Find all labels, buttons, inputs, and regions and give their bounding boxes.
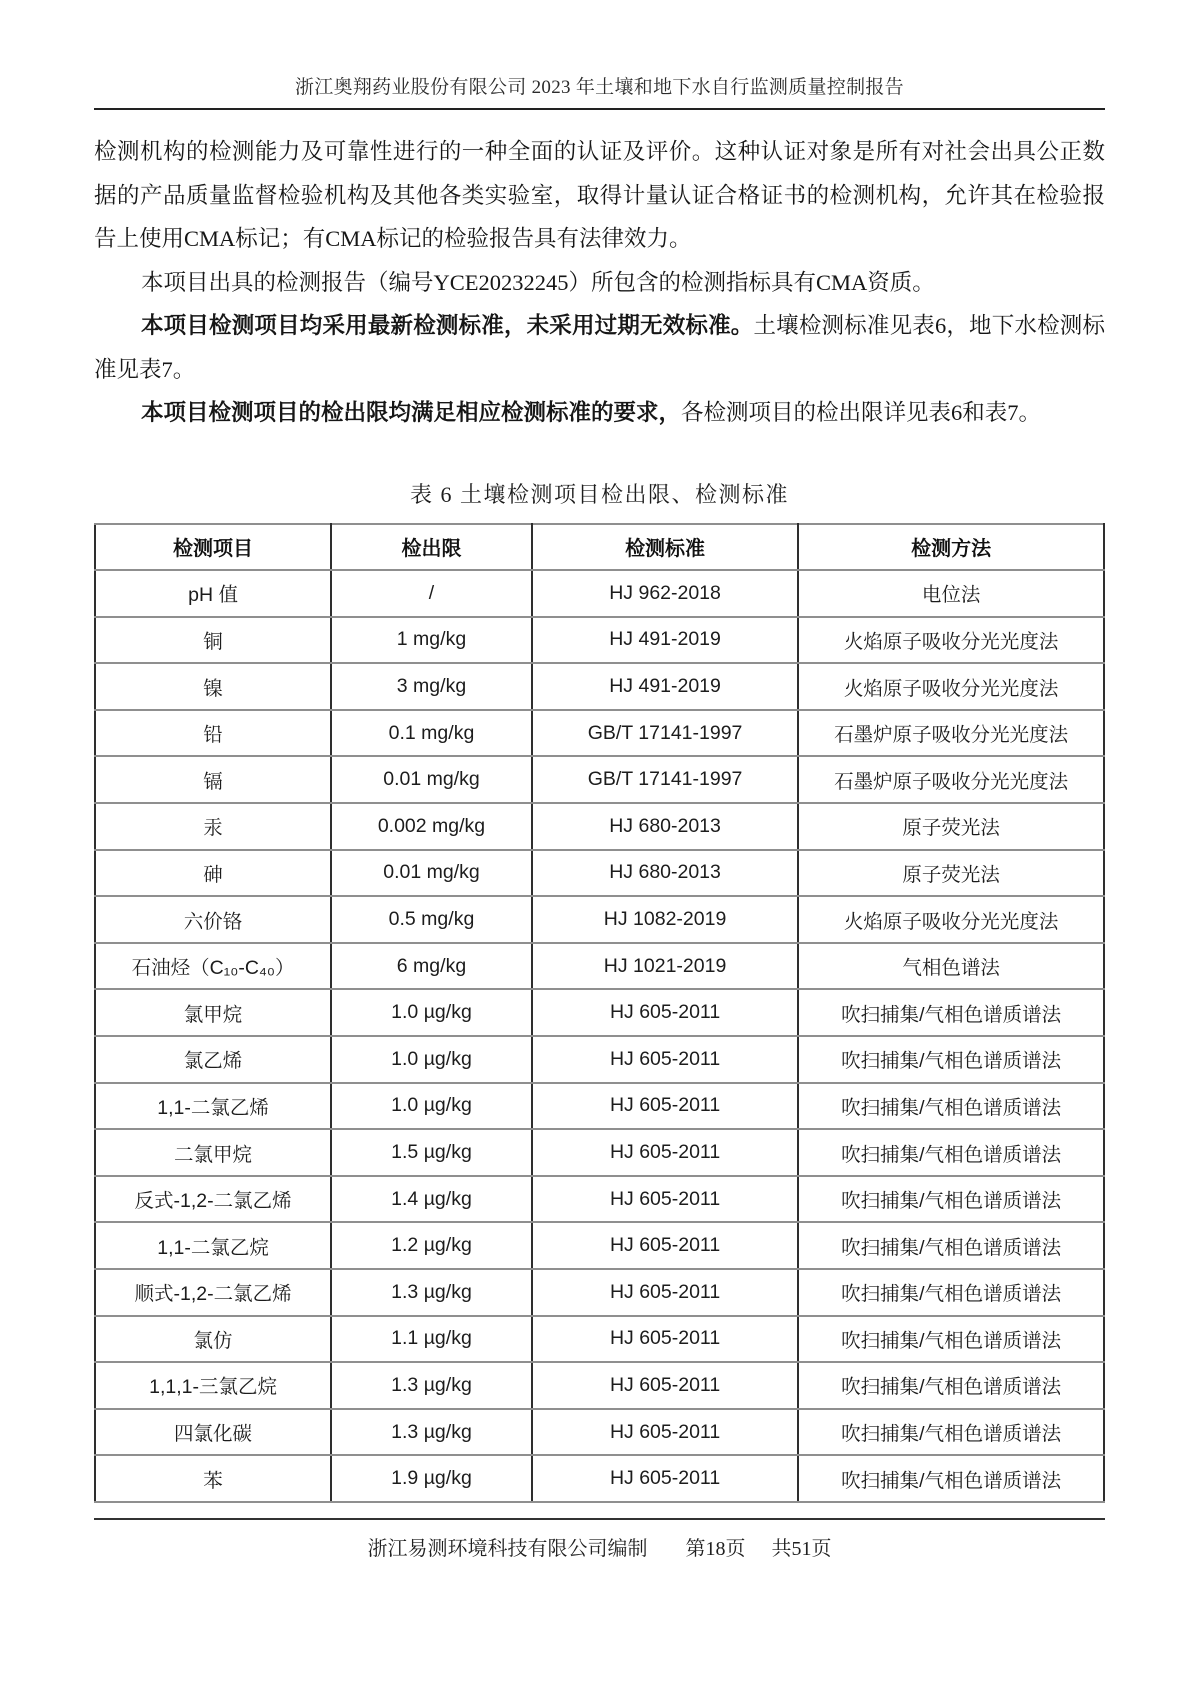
table-row [95,1222,1104,1269]
cell-item: pH 值 [95,570,331,617]
cell-detection-limit: 6 mg/kg [331,943,532,990]
footer-total-pages: 共51页 [771,1537,832,1560]
cell-method: 吹扫捕集/气相色谱质谱法 [798,1316,1104,1363]
table-row [95,570,1104,617]
cell-detection-limit: 1.1 µg/kg [331,1316,532,1363]
paragraph [94,304,1105,391]
cell-detection-limit: 1.0 µg/kg [331,1036,532,1083]
cell-item: 反式-1,2-二氯乙烯 [95,1176,331,1223]
table-row [95,989,1104,1036]
cell-detection-limit: 0.01 mg/kg [331,850,532,897]
page-header [94,0,1105,110]
cell-item: 氯仿 [95,1316,331,1363]
cell-method: 吹扫捕集/气相色谱质谱法 [798,1409,1104,1456]
cell-item: 石油烃（C₁₀-C₄₀） [95,943,331,990]
table-row [95,1316,1104,1363]
cell-method: 吹扫捕集/气相色谱质谱法 [798,1222,1104,1269]
cell-item: 氯乙烯 [95,1036,331,1083]
cell-method: 电位法 [798,570,1104,617]
cell-detection-limit: 1.3 µg/kg [331,1362,532,1409]
cell-standard: HJ 491-2019 [532,617,798,664]
cell-item: 四氯化碳 [95,1409,331,1456]
cell-method: 吹扫捕集/气相色谱质谱法 [798,1036,1104,1083]
paragraph [94,130,1105,261]
cell-standard: HJ 1021-2019 [532,943,798,990]
table-caption: 表 6 土壤检测项目检出限、检测标准 [409,481,789,507]
table-row [95,850,1104,897]
cell-item: 氯甲烷 [95,989,331,1036]
cell-method: 火焰原子吸收分光光度法 [798,617,1104,664]
paragraph [94,261,1105,305]
cell-item: 铜 [95,617,331,664]
cell-detection-limit: 1.5 µg/kg [331,1129,532,1176]
cell-method: 吹扫捕集/气相色谱质谱法 [798,1083,1104,1130]
cell-standard: HJ 680-2013 [532,850,798,897]
table-row [95,1176,1104,1223]
table-row [95,1129,1104,1176]
table-row [95,1455,1104,1502]
cell-item: 砷 [95,850,331,897]
cell-detection-limit: 1.2 µg/kg [331,1222,532,1269]
cell-standard: HJ 605-2011 [532,1455,798,1502]
cell-method: 火焰原子吸收分光光度法 [798,896,1104,943]
detection-table [94,523,1105,1503]
cell-detection-limit: 1.4 µg/kg [331,1176,532,1223]
cell-standard: HJ 605-2011 [532,1409,798,1456]
cell-detection-limit: 0.002 mg/kg [331,803,532,850]
paragraph-run: 本项目出具的检测报告（编号YCE20232245）所包含的检测指标具有CMA资质。 [141,269,935,295]
cell-detection-limit: 1 mg/kg [331,617,532,664]
cell-standard: HJ 962-2018 [532,570,798,617]
cell-standard: GB/T 17141-1997 [532,756,798,803]
cell-detection-limit: 1.0 µg/kg [331,989,532,1036]
paragraph [94,391,1105,435]
table-row [95,617,1104,664]
cell-item: 汞 [95,803,331,850]
footer-page-number: 第18页 [685,1537,746,1560]
cell-method: 吹扫捕集/气相色谱质谱法 [798,1269,1104,1316]
table-row [95,663,1104,710]
cell-standard: HJ 605-2011 [532,1083,798,1130]
cell-item: 1,1-二氯乙烷 [95,1222,331,1269]
cell-standard: HJ 605-2011 [532,1316,798,1363]
paragraph-run: 检测机构的检测能力及可靠性进行的一种全面的认证及评价。这种认证对象是所有对社会出具公正数据的产品质量监督检验机构及其他各类实验室，取得计量认证合格证书的检测机构，允许其在检验报告上使用CMA标记；有CMA标记的检验报告具有法律效力。 [94,139,1105,251]
cell-method: 吹扫捕集/气相色谱质谱法 [798,1362,1104,1409]
paragraph-run-bold: 本项目检测项目均采用最新检测标准，未采用过期无效标准。 [141,313,754,338]
cell-standard: GB/T 17141-1997 [532,710,798,757]
cell-item: 六价铬 [95,896,331,943]
table-row [95,756,1104,803]
paragraph-run: 各检测项目的检出限详见表6和表7。 [681,400,1042,425]
cell-detection-limit: / [331,570,532,617]
cell-item: 苯 [95,1455,331,1502]
cell-detection-limit: 0.5 mg/kg [331,896,532,943]
page-footer [94,1518,1105,1561]
table-row [95,1362,1104,1409]
cell-detection-limit: 1.9 µg/kg [331,1455,532,1502]
table-row [95,943,1104,990]
cell-method: 吹扫捕集/气相色谱质谱法 [798,1129,1104,1176]
cell-standard: HJ 605-2011 [532,989,798,1036]
cell-method: 石墨炉原子吸收分光光度法 [798,756,1104,803]
cell-standard: HJ 605-2011 [532,1269,798,1316]
footer-company: 浙江易测环境科技有限公司编制 [367,1537,648,1560]
paragraph-run-bold: 本项目检测项目的检出限均满足相应检测标准的要求， [141,400,682,425]
cell-method: 原子荧光法 [798,850,1104,897]
table-row [95,1269,1104,1316]
cell-method: 吹扫捕集/气相色谱质谱法 [798,1455,1104,1502]
cell-method: 原子荧光法 [798,803,1104,850]
table-header-row [95,524,1104,571]
table-row [95,1409,1104,1456]
cell-standard: HJ 605-2011 [532,1036,798,1083]
cell-standard: HJ 605-2011 [532,1222,798,1269]
cell-method: 吹扫捕集/气相色谱质谱法 [798,1176,1104,1223]
cell-method: 火焰原子吸收分光光度法 [798,663,1104,710]
cell-standard: HJ 680-2013 [532,803,798,850]
table-row [95,710,1104,757]
cell-item: 铅 [95,710,331,757]
table-row [95,896,1104,943]
cell-standard: HJ 605-2011 [532,1362,798,1409]
cell-method: 吹扫捕集/气相色谱质谱法 [798,989,1104,1036]
cell-standard: HJ 491-2019 [532,663,798,710]
page-header-title: 浙江奥翔药业股份有限公司 2023 年土壤和地下水自行监测质量控制报告 [294,77,904,98]
cell-method: 气相色谱法 [798,943,1104,990]
cell-detection-limit: 0.1 mg/kg [331,710,532,757]
cell-detection-limit: 1.0 µg/kg [331,1083,532,1130]
header-cell-item: 检测项目 [95,524,331,571]
header-cell-detection-limit: 检出限 [331,524,532,571]
cell-item: 1,1,1-三氯乙烷 [95,1362,331,1409]
cell-item: 镉 [95,756,331,803]
cell-item: 1,1-二氯乙烯 [95,1083,331,1130]
header-cell-standard: 检测标准 [532,524,798,571]
cell-standard: HJ 605-2011 [532,1129,798,1176]
cell-item: 二氯甲烷 [95,1129,331,1176]
body-paragraphs [94,130,1105,435]
cell-standard: HJ 1082-2019 [532,896,798,943]
paragraph-run: 土壤检测标准见表6，地下水检测标准见表7。 [94,313,1105,382]
table-row [95,1083,1104,1130]
cell-item: 顺式-1,2-二氯乙烯 [95,1269,331,1316]
table-row [95,803,1104,850]
cell-detection-limit: 1.3 µg/kg [331,1269,532,1316]
cell-detection-limit: 1.3 µg/kg [331,1409,532,1456]
table-row [95,1036,1104,1083]
cell-detection-limit: 3 mg/kg [331,663,532,710]
cell-standard: HJ 605-2011 [532,1176,798,1223]
table-body [95,570,1104,1502]
cell-item: 镍 [95,663,331,710]
cell-method: 石墨炉原子吸收分光光度法 [798,710,1104,757]
header-cell-method: 检测方法 [798,524,1104,571]
cell-detection-limit: 0.01 mg/kg [331,756,532,803]
